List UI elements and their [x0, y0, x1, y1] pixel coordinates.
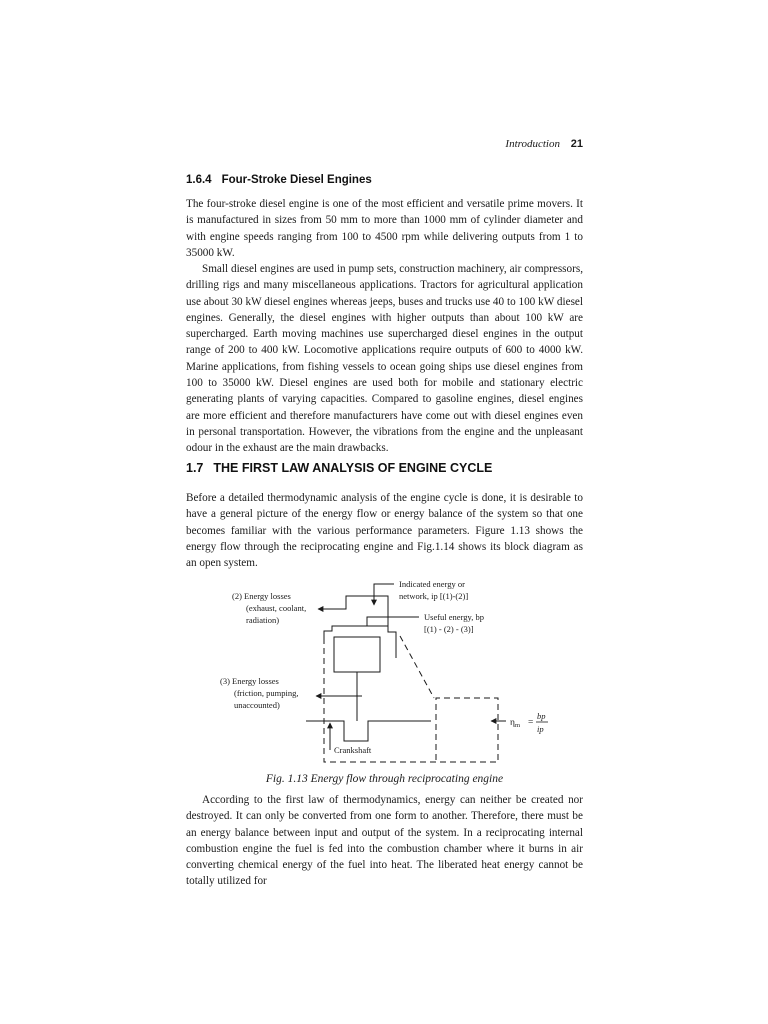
- useful-energy-label-line1: Useful energy, bp: [424, 612, 484, 622]
- paragraph-first-law: According to the first law of thermodynamics, energy can neither be created nor destroyed. It can only be converted from one form to another. Therefore, there must be an energy balance between input and output of the system. In a reciprocating internal combustion engine the fuel is fed into the combustion chamber where it burns in air converting chemical energy of the fuel into heat. The liberated heat energy cannot be totally utilized for: [186, 794, 583, 888]
- indicated-energy-label-line2: network, ip [(1)-(2)]: [399, 591, 469, 601]
- subsection-heading: [186, 174, 372, 186]
- section-heading: [186, 461, 492, 475]
- useful-energy-leader: [367, 617, 419, 626]
- paragraph-diesel-applications: Small diesel engines are used in pump sets, construction machinery, air compressors, drilling rigs and many miscellaneous applications. Tractors for agricultural application use about 30 kW diesel engines whereas jeeps, buses and trucks use 40 to 100 kW diesel engines. Generally, the diesel engines with higher outputs than about 100 kW are supercharged. Earth moving machines use supercharged diesel engines in the output range of 200 to 400 kW. Locomotive applications require outputs of 600 to 4000 kW. Marine applications, from fishing vessels to ocean going ships use diesel engines from 100 to 35000 kW. Diesel engines are used both for mobile and stationary electric generating plants of varying capacities. Compared to gasoline engines, diesel engines are more efficient and therefore manufacturers have come out with diesel engines even in personal transportation. However, the vibrations from the engine and the unpleasant odour in the exhaust are the main drawbacks.: [186, 263, 583, 455]
- crankshaft: [306, 721, 431, 741]
- paragraph-diesel-intro: The four-stroke diesel engine is one of the most efficient and versatile prime movers. It is manufactured in sizes from 50 mm to more than 1000 mm of cylinder diameter and with engine speeds ranging from 100 to 4500 rpm while delivering outputs from 1 to 35000 kW.: [186, 198, 583, 259]
- running-head: [186, 138, 583, 150]
- useful-energy-dashed-leader: [400, 636, 434, 698]
- subsection-title: Four-Stroke Diesel Engines: [221, 174, 372, 186]
- outer-enclosure: [324, 626, 396, 658]
- crankshaft-label: Crankshaft: [334, 745, 372, 755]
- indicated-energy-label-line1: Indicated energy or: [399, 579, 465, 589]
- page-number: 21: [570, 138, 583, 150]
- paragraph-first-law-intro: Before a detailed thermodynamic analysis of the engine cycle is done, it is desirable to have a general picture of the energy flow or energy balance of the system so that one becomes familiar with the various performance parameters. Figure 1.13 shows the energy flow through the reciprocating engine and Fig.1.14 shows its block diagram as an open system.: [186, 492, 583, 570]
- section-title: THE FIRST LAW ANALYSIS OF ENGINE CYCLE: [213, 461, 493, 475]
- running-title: Introduction: [505, 138, 560, 150]
- energy-flow-diagram: [186, 576, 583, 766]
- efficiency-denominator: ip: [537, 724, 544, 734]
- indicated-energy-arrow: [374, 584, 394, 605]
- efficiency-numerator: bp: [537, 711, 546, 721]
- loss-2-label-line3: radiation): [246, 615, 280, 625]
- useful-energy-label-line2: [(1) - (2) - (3)]: [424, 624, 474, 634]
- loss-2-arrow: [318, 599, 346, 609]
- equals-sign: =: [528, 718, 534, 728]
- loss-3-label-line1: (3) Energy losses: [220, 676, 279, 686]
- loss-2-label-line2: (exhaust, coolant,: [246, 603, 307, 613]
- piston: [334, 637, 380, 672]
- eta-symbol: $\eta_m$: [510, 718, 521, 729]
- section-number: 1.7: [186, 461, 204, 475]
- loss-3-label-line3: unaccounted): [234, 700, 280, 710]
- loss-2-label-line1: (2) Energy losses: [232, 591, 291, 601]
- figure-caption: Fig. 1.13 Energy flow through reciprocating engine: [265, 773, 504, 785]
- loss-3-label-line2: (friction, pumping,: [234, 688, 299, 698]
- subsection-number: 1.6.4: [186, 174, 212, 186]
- figure-energy-flow: [186, 576, 583, 766]
